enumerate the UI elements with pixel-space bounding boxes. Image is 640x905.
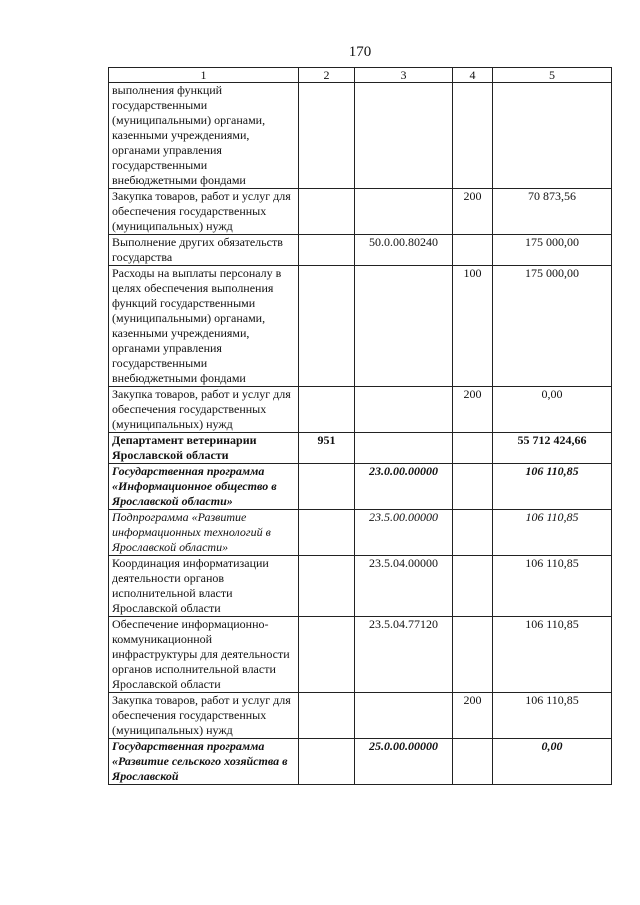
row-code-cell xyxy=(299,739,355,785)
column-header: 1 xyxy=(109,68,299,83)
row-name-cell: Закупка товаров, работ и услуг для обеспечения государственных (муниципальных) нужд xyxy=(109,189,299,235)
row-amount-cell: 106 110,85 xyxy=(493,464,612,510)
row-target-cell: 23.5.04.77120 xyxy=(355,617,453,693)
row-target-cell: 23.0.00.00000 xyxy=(355,464,453,510)
row-amount-cell: 175 000,00 xyxy=(493,266,612,387)
row-type-cell xyxy=(453,83,493,189)
table-row xyxy=(109,693,612,739)
row-name-cell: Обеспечение информационно-коммуникационной инфраструктуры для деятельности органов исполнительной власти Ярославской области xyxy=(109,617,299,693)
header-row xyxy=(109,68,612,83)
row-name-cell: Закупка товаров, работ и услуг для обеспечения государственных (муниципальных) нужд xyxy=(109,693,299,739)
row-amount-cell: 55 712 424,66 xyxy=(493,433,612,464)
row-amount-cell: 106 110,85 xyxy=(493,693,612,739)
row-target-cell: 23.5.04.00000 xyxy=(355,556,453,617)
row-target-cell xyxy=(355,387,453,433)
row-name-cell: Выполнение других обязательств государства xyxy=(109,235,299,266)
row-name-cell: Государственная программа «Развитие сельского хозяйства в Ярославской xyxy=(109,739,299,785)
row-code-cell xyxy=(299,266,355,387)
row-type-cell xyxy=(453,433,493,464)
row-target-cell: 50.0.00.80240 xyxy=(355,235,453,266)
row-name-cell: Государственная программа «Информационное общество в Ярославской области» xyxy=(109,464,299,510)
row-code-cell xyxy=(299,617,355,693)
row-type-cell xyxy=(453,617,493,693)
row-name-cell: выполнения функций государственными (муниципальными) органами, казенными учреждениями, органами управления государственными внебюджетными фондами xyxy=(109,83,299,189)
row-name-cell: Координация информатизации деятельности органов исполнительной власти Ярославской области xyxy=(109,556,299,617)
table-row xyxy=(109,387,612,433)
table-row xyxy=(109,235,612,266)
table-row xyxy=(109,464,612,510)
row-code-cell xyxy=(299,556,355,617)
column-header: 3 xyxy=(355,68,453,83)
row-name-cell: Департамент ветеринарии Ярославской области xyxy=(109,433,299,464)
row-type-cell: 200 xyxy=(453,693,493,739)
row-code-cell xyxy=(299,235,355,266)
row-amount-cell: 0,00 xyxy=(493,387,612,433)
row-amount-cell: 175 000,00 xyxy=(493,235,612,266)
table-row xyxy=(109,433,612,464)
table-row xyxy=(109,739,612,785)
table-row xyxy=(109,83,612,189)
budget-table xyxy=(108,67,612,785)
row-code-cell xyxy=(299,189,355,235)
row-type-cell xyxy=(453,739,493,785)
row-amount-cell: 106 110,85 xyxy=(493,510,612,556)
row-type-cell: 200 xyxy=(453,189,493,235)
column-header: 4 xyxy=(453,68,493,83)
row-code-cell: 951 xyxy=(299,433,355,464)
row-target-cell xyxy=(355,693,453,739)
column-header: 5 xyxy=(493,68,612,83)
column-header: 2 xyxy=(299,68,355,83)
row-code-cell xyxy=(299,83,355,189)
row-code-cell xyxy=(299,510,355,556)
row-code-cell xyxy=(299,464,355,510)
row-amount-cell: 106 110,85 xyxy=(493,556,612,617)
row-type-cell: 200 xyxy=(453,387,493,433)
row-code-cell xyxy=(299,387,355,433)
row-amount-cell: 106 110,85 xyxy=(493,617,612,693)
row-name-cell: Расходы на выплаты персоналу в целях обеспечения выполнения функций государственными (муниципальными) органами, казенными учреждениями, органами управления государственными внебюджетными фондами xyxy=(109,266,299,387)
table-row xyxy=(109,189,612,235)
row-target-cell xyxy=(355,266,453,387)
row-name-cell: Закупка товаров, работ и услуг для обеспечения государственных (муниципальных) нужд xyxy=(109,387,299,433)
row-type-cell xyxy=(453,556,493,617)
row-name-cell: Подпрограмма «Развитие информационных технологий в Ярославской области» xyxy=(109,510,299,556)
row-type-cell xyxy=(453,464,493,510)
table-row xyxy=(109,556,612,617)
row-target-cell xyxy=(355,83,453,189)
row-amount-cell: 0,00 xyxy=(493,739,612,785)
row-type-cell: 100 xyxy=(453,266,493,387)
row-code-cell xyxy=(299,693,355,739)
page-number: 170 xyxy=(348,44,372,60)
row-type-cell xyxy=(453,235,493,266)
row-target-cell: 25.0.00.00000 xyxy=(355,739,453,785)
table-row xyxy=(109,266,612,387)
table-row xyxy=(109,510,612,556)
row-target-cell xyxy=(355,433,453,464)
row-target-cell xyxy=(355,189,453,235)
row-type-cell xyxy=(453,510,493,556)
table-row xyxy=(109,617,612,693)
row-amount-cell: 70 873,56 xyxy=(493,189,612,235)
table-body xyxy=(109,83,612,785)
row-amount-cell xyxy=(493,83,612,189)
row-target-cell: 23.5.00.00000 xyxy=(355,510,453,556)
